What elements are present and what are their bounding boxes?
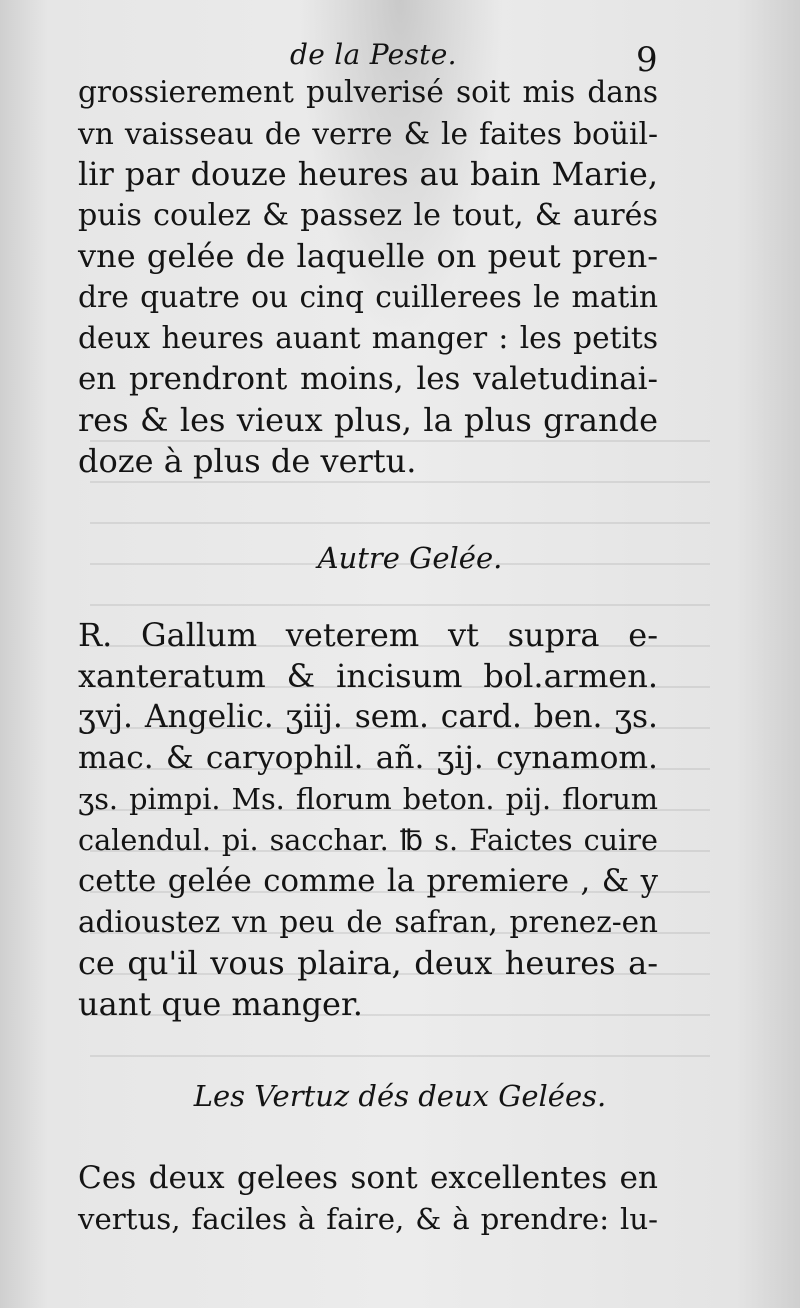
text-line: R. Gallum veterem vt supra e- bbox=[78, 616, 658, 654]
text-line: ʒvj. Angelic. ʒiij. sem. card. ben. ʒs. bbox=[78, 699, 658, 735]
text-line: ʒs. pimpi. Ms. florum beton. pij. florum bbox=[78, 782, 658, 816]
text-line: res & les vieux plus, la plus grande bbox=[78, 401, 658, 439]
text-line: mac. & caryophil. añ. ʒij. cynamom. bbox=[78, 740, 658, 776]
text-line: puis coulez & passez le tout, & aurés bbox=[78, 198, 658, 233]
section-heading-vertuz: Les Vertuz dés deux Gelées. bbox=[193, 1079, 607, 1113]
text-line: calendul. pi. sacchar. ℔ s. Faictes cuire bbox=[78, 823, 658, 857]
text-line: vne gelée de laquelle on peut pren- bbox=[78, 237, 658, 275]
text-line: vn vaisseau de verre & le faites boüil- bbox=[78, 116, 658, 151]
text-line: cette gelée comme la premiere , & y bbox=[78, 863, 658, 899]
text-line: uant que manger. bbox=[78, 985, 363, 1023]
text-line: en prendront moins, les valetudinai- bbox=[78, 361, 658, 397]
text-line: adioustez vn peu de safran, prenez-en bbox=[78, 905, 658, 939]
text-line: lir par douze heures au bain Marie, bbox=[78, 155, 658, 193]
text-line: dre quatre ou cinq cuillerees le matin bbox=[78, 280, 658, 315]
text-line: ce qu'il vous plaira, deux heures a- bbox=[78, 944, 658, 982]
text-line: Ces deux gelees sont excellentes en bbox=[78, 1160, 658, 1196]
page-number: 9 bbox=[636, 40, 658, 80]
text-line: xanteratum & incisum bol.armen. bbox=[78, 657, 658, 695]
paragraph-recipe-continuation bbox=[78, 72, 658, 482]
text-line: deux heures auant manger : les petits bbox=[78, 321, 658, 355]
paragraph-recipe bbox=[78, 615, 658, 1025]
text-line: doze à plus de vertu. bbox=[78, 442, 417, 480]
running-head: de la Peste. bbox=[290, 38, 457, 71]
text-line: vertus, faciles à faire, & à prendre: lu- bbox=[78, 1202, 658, 1236]
section-heading-autre-gelee: Autre Gelée. bbox=[317, 541, 503, 575]
paragraph-virtues bbox=[78, 1158, 658, 1240]
text-line: grossierement pulverisé soit mis dans bbox=[78, 75, 658, 109]
